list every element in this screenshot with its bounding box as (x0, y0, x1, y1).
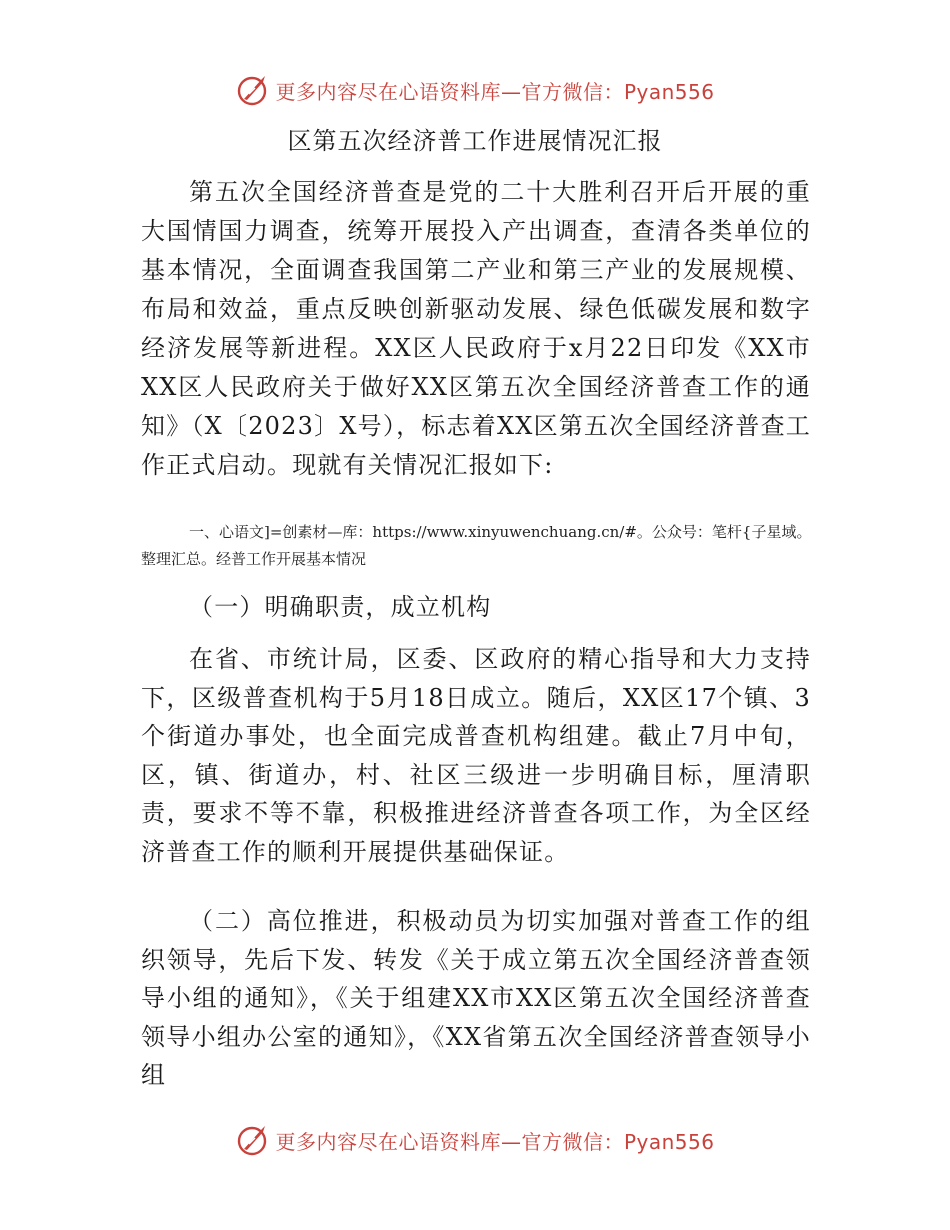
section-heading-1: （一）明确职责，成立机构 (189, 593, 492, 621)
header-watermark-banner (0, 70, 950, 110)
paragraph-section-1: 在省、市统计局，区委、区政府的精心指导和大力支持下，区级普查机构于5月18日成立。随后，XX区17个镇、3个街道办事处，也全面完成普查机构组建。截止7月中旬，区，镇、街道办，村、社区三级进一步明确目标，厘清职责，要求不等不靠，积极推进经济普查各项工作，为全区经济普查工作的顺利开展提供基础保证。 (141, 645, 811, 866)
footer-banner-text: 更多内容尽在心语资料库—官方微信：Pyan556 (275, 1129, 715, 1154)
paragraph-section-2: （二）高位推进，积极动员为切实加强对普查工作的组织领导，先后下发、转发《关于成立第五次全国经济普查领导小组的通知》，《关于组建XX市XX区第五次全国经济普查领导小组办公室的通知》，《XX省第五次全国经济普查领导小组 (141, 907, 811, 1089)
quill-pen-logo-icon (235, 1122, 271, 1158)
footer-watermark-banner (0, 1120, 950, 1160)
small-note-paragraph: 一、心语文]=创素材—库：https://www.xinyuwenchuang.cn/#。公众号：笔杆{子星域。整理汇总。经普工作开展基本情况 (141, 523, 812, 568)
quill-pen-logo-icon (235, 72, 271, 108)
document-title: 区第五次经济普工作进展情况汇报 (287, 127, 663, 155)
paragraph-intro: 第五次全国经济普查是党的二十大胜利召开后开展的重大国情国力调查，统筹开展投入产出调查，查清各类单位的基本情况，全面调查我国第二产业和第三产业的发展规模、布局和效益，重点反映创新驱动发展、绿色低碳发展和数字经济发展等新进程。XX区人民政府于x月22日印发《XX市XX区人民政府关于做好XX区第五次全国经济普查工作的通知》（X〔2023〕X号），标志着XX区第五次全国经济普查工作正式启动。现就有关情况汇报如下: (141, 178, 811, 479)
header-banner-text: 更多内容尽在心语资料库—官方微信：Pyan556 (275, 79, 715, 104)
